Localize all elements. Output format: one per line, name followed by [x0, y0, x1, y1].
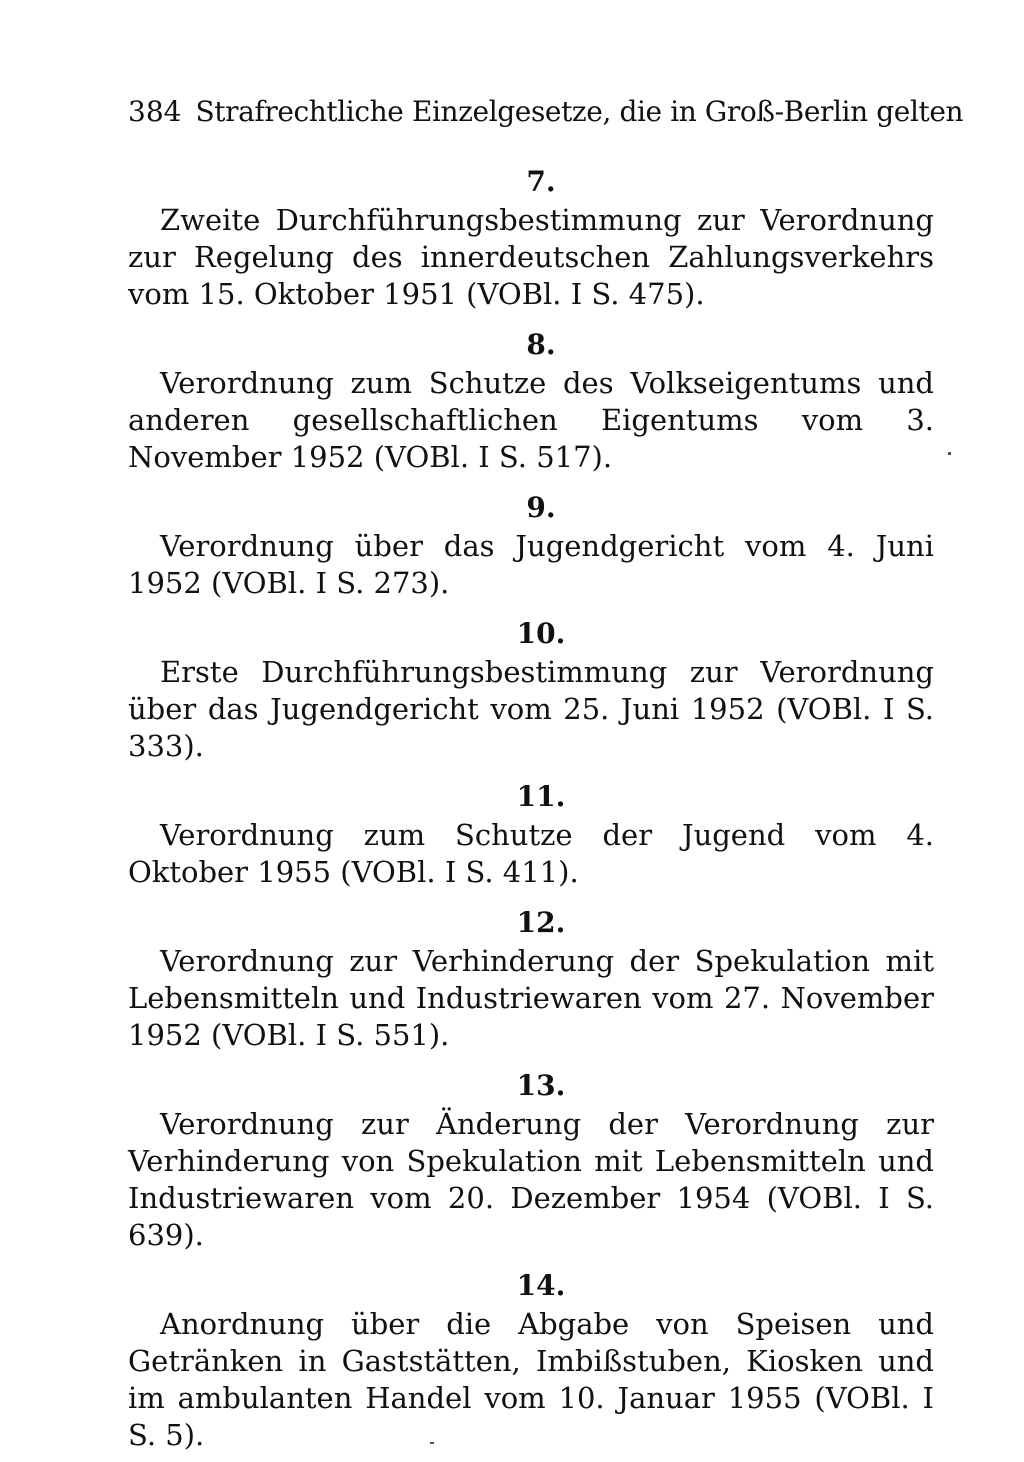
header-title: Strafrechtliche Einzelgesetze, die in Groß-Berlin gelten [195, 95, 964, 128]
page-number: 384 [128, 95, 182, 128]
section-number: 10. [516, 617, 566, 650]
section-11 [128, 777, 934, 891]
section-10 [128, 614, 934, 765]
section-13 [128, 1066, 934, 1254]
section-number: 9. [526, 491, 556, 524]
section-number: 12. [516, 906, 566, 939]
margin-speck [948, 452, 951, 455]
section-text: Anordnung über die Abgabe von Speisen und Getränken in Gaststätten, Imbißstuben, Kiosken und im ambulanten Handel vom 10. Januar 1955 (VOBl. I S. 5). [128, 1307, 934, 1452]
section-12 [128, 903, 934, 1054]
section-number: 11. [516, 780, 566, 813]
section-text: Zweite Durchführungsbestimmung zur Verordnung zur Regelung des innerdeutschen Zahlungsverkehrs vom 15. Oktober 1951 (VOBl. I S. 475). [128, 203, 934, 311]
section-text: Verordnung über das Jugendgericht vom 4. Juni 1952 (VOBl. I S. 273). [128, 529, 934, 600]
bottom-speck [430, 1442, 434, 1444]
section-8 [128, 325, 934, 476]
section-14 [128, 1266, 934, 1454]
section-text: Verordnung zur Änderung der Verordnung zur Verhinderung von Spekulation mit Lebensmitteln und Industriewaren vom 20. Dezember 1954 (VOBl. I S. 639). [128, 1107, 934, 1252]
section-number: 8. [526, 328, 556, 361]
document-page [128, 92, 964, 1454]
section-text: Erste Durchführungsbestimmung zur Verordnung über das Jugendgericht vom 25. Juni 1952 (VOBl. I S. 333). [128, 655, 934, 763]
running-header [128, 92, 964, 132]
section-text: Verordnung zum Schutze des Volkseigentums und anderen gesellschaftlichen Eigentums vom 3. November 1952 (VOBl. I S. 517). [128, 366, 934, 474]
section-text: Verordnung zur Verhinderung der Spekulation mit Lebensmitteln und Industriewaren vom 27. November 1952 (VOBl. I S. 551). [128, 944, 934, 1052]
section-9 [128, 488, 934, 602]
section-7 [128, 162, 934, 313]
section-text: Verordnung zum Schutze der Jugend vom 4. Oktober 1955 (VOBl. I S. 411). [128, 818, 934, 889]
section-number: 7. [526, 165, 556, 198]
section-number: 14. [516, 1269, 566, 1302]
section-number: 13. [516, 1069, 566, 1102]
